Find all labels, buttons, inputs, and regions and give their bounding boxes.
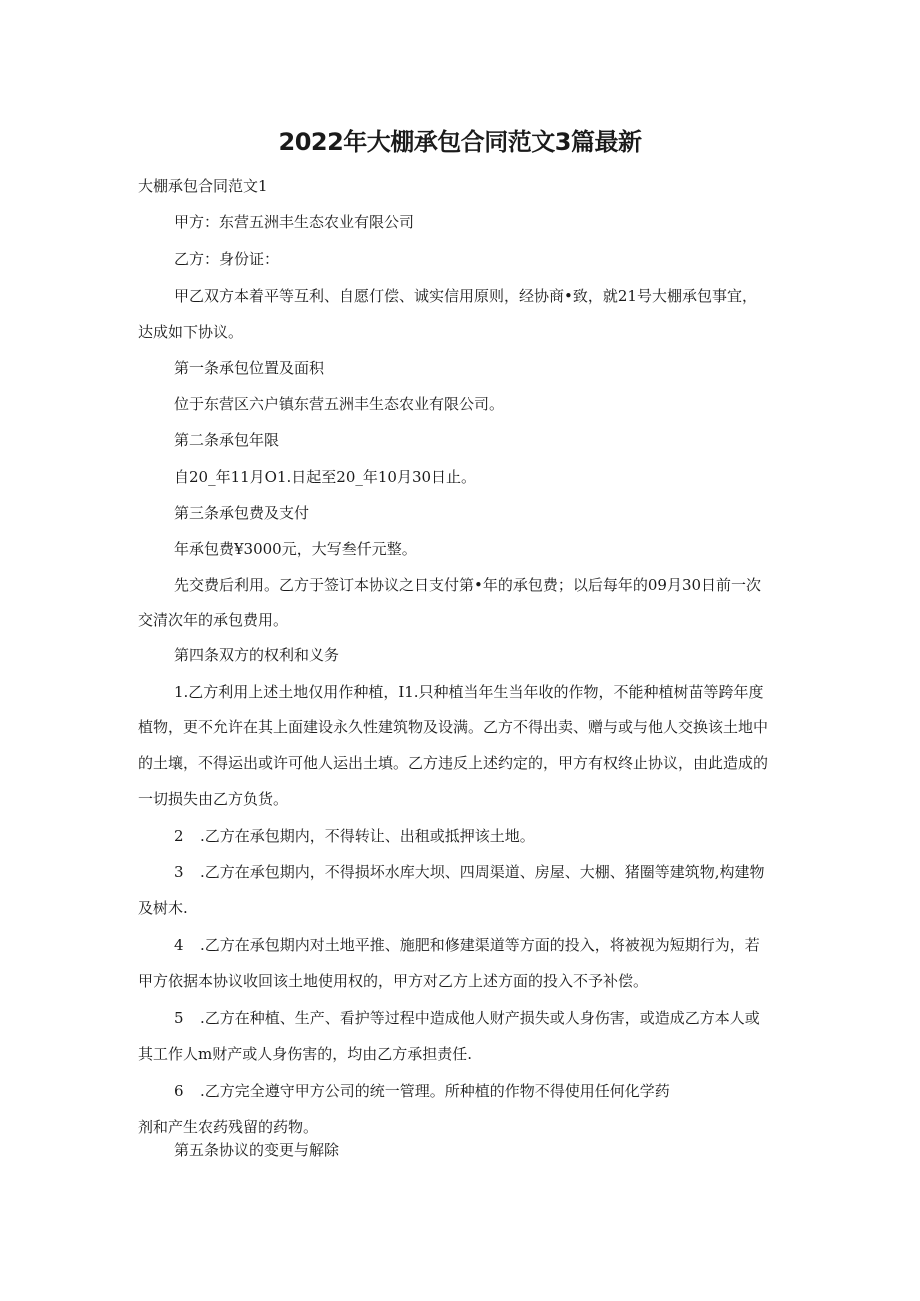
item-3 <box>174 862 765 882</box>
item-3-number: 3 <box>174 863 184 881</box>
item-1-line-3: 的土壤，不得运出或许可他人运出土填。乙方违反上述约定的，甲方有权终止协议，由此造成的 <box>138 754 769 772</box>
item-4 <box>174 935 760 955</box>
item-2 <box>174 826 535 846</box>
item-3-text: .乙方在承包期内，不得损坏水库大坝、四周渠道、房屋、大棚、猪圈等建筑物,构建物 <box>200 863 765 881</box>
article-2-text: 自20_年11月O1.日起至20_年10月30日止。 <box>174 468 477 486</box>
item-1-line-1: 1.乙方利用上述土地仅用作种植，I1.只种植当年生当年收的作物，不能种植树苗等跨年度 <box>174 683 764 701</box>
item-6-line-2: 剂和产生农药残留的药物。 <box>138 1118 319 1136</box>
item-1-line-4: 一切损失由乙方负货。 <box>138 790 289 808</box>
item-6-number: 6 <box>174 1082 184 1100</box>
article-5-title: 第五条协议的变更与解除 <box>174 1141 340 1159</box>
article-3-title: 第三条承包费及支付 <box>174 504 310 522</box>
item-2-text: .乙方在承包期内，不得转让、出租或抵押该土地。 <box>200 827 535 845</box>
item-1-line-2: 植物，更不允许在其上面建设永久性建筑物及设满。乙方不得出卖、赠与或与他人交换该土地中 <box>138 718 769 736</box>
party-b: 乙方：身份证： <box>174 250 280 268</box>
preamble-line-2: 达成如下协议。 <box>138 323 244 341</box>
item-2-number: 2 <box>174 827 184 845</box>
item-4-number: 4 <box>174 936 184 954</box>
document-title: 2022年大棚承包合同范文3篇最新 <box>278 128 642 156</box>
article-4-title: 第四条双方的权利和义务 <box>174 646 340 664</box>
item-4-line-2: 甲方依据本协议收回该土地使用权的，甲方对乙方上述方面的投入不予补偿。 <box>138 972 649 990</box>
item-3-line-2: 及树木. <box>138 899 188 917</box>
item-5-line-2: 其工作人m财产或人身伤害的，均由乙方承担责任. <box>138 1045 472 1063</box>
article-1-text: 位于东营区六户镇东营五洲丰生态农业有限公司。 <box>174 395 505 413</box>
article-3-payment-line-2: 交清次年的承包费用。 <box>138 611 289 629</box>
item-5-number: 5 <box>174 1009 184 1027</box>
item-5-text: .乙方在种植、生产、看护等过程中造成他人财产损失或人身伤害，或造成乙方本人或 <box>200 1009 760 1027</box>
item-5 <box>174 1008 760 1028</box>
item-4-text: .乙方在承包期内对土地平推、施肥和修建渠道等方面的投入，将被视为短期行为，若 <box>200 936 760 954</box>
section-heading: 大棚承包合同范文1 <box>138 177 268 195</box>
article-2-title: 第二条承包年限 <box>174 431 280 449</box>
article-1-title: 第一条承包位置及面积 <box>174 359 325 377</box>
item-6-text: .乙方完全遵守甲方公司的统一管理。所种植的作物不得使用任何化学药 <box>200 1082 670 1100</box>
preamble-line-1: 甲乙双方本着平等互利、自愿仃偿、诚实信用原则，经协商•致，就21号大棚承包事宜， <box>174 287 757 305</box>
article-3-payment-line-1: 先交费后利用。乙方于签订本协议之日支付第•年的承包费；以后每年的09月30日前一次 <box>174 576 762 594</box>
item-6 <box>174 1081 670 1101</box>
article-3-fee: 年承包费¥3000元，大写叁仟元整。 <box>174 540 417 558</box>
party-a: 甲方：东营五洲丰生态农业有限公司 <box>174 213 415 231</box>
